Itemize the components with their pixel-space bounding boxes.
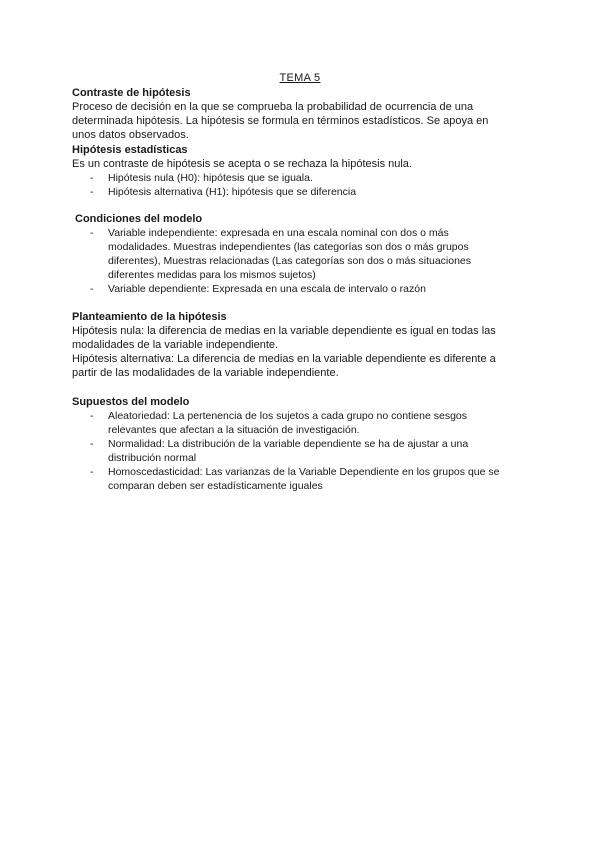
list-item: - Normalidad: La distribución de la variable dependiente se ha de ajustar a una distribución normal <box>72 437 512 465</box>
list-item: - Variable dependiente: Expresada en una escala de intervalo o razón <box>72 282 512 296</box>
paragraph-hipotesis-nula: Hipótesis nula: la diferencia de medias en la variable dependiente es igual en todas las modalidades de la variable independiente. <box>72 324 496 352</box>
list-item: - Hipótesis alternativa (H1): hipótesis que se diferencia <box>72 185 512 199</box>
list-condiciones <box>72 226 512 296</box>
heading-supuestos: Supuestos del modelo <box>72 395 190 408</box>
paragraph-hipotesis-alternativa: Hipótesis alternativa: La diferencia de medias en la variable dependiente es diferente a partir de las modalidades de la variable independiente. <box>72 353 496 380</box>
heading-condiciones: Condiciones del modelo <box>75 212 203 225</box>
document-title: TEMA 5 <box>279 72 321 84</box>
paragraph-hipotesis-estadisticas: Es un contraste de hipótesis se acepta o se rechaza la hipótesis nula. <box>72 157 412 170</box>
list-hipotesis <box>72 171 512 199</box>
list-item: - Homoscedasticidad: Las varianzas de la Variable Dependiente en los grupos que se comparan deben ser estadísticamente iguales <box>72 465 512 493</box>
list-item: - Variable independiente: expresada en una escala nominal con dos o más modalidades. Muestras independientes (las categorías son dos o más grupos diferentes), Muestras relacionadas (Las categorías son dos o más situaciones diferentes medidas para los mismos sujetos) <box>72 226 512 282</box>
heading-planteamiento: Planteamiento de la hipótesis <box>72 310 227 323</box>
list-item: - Hipótesis nula (H0): hipótesis que se iguala. <box>72 171 512 185</box>
paragraph-contraste: Proceso de decisión en la que se comprueba la probabilidad de ocurrencia de una determinada hipótesis. La hipótesis se formula en términos estadísticos. Se apoya en unos datos observados. <box>72 101 489 142</box>
heading-hipotesis-estadisticas: Hipótesis estadísticas <box>72 143 188 156</box>
list-supuestos <box>72 409 512 493</box>
list-item: - Aleatoriedad: La pertenencia de los sujetos a cada grupo no contiene sesgos relevantes que afectan a la situación de investigación. <box>72 409 512 437</box>
heading-contraste: Contraste de hipótesis <box>72 87 191 99</box>
document-content <box>72 86 512 493</box>
